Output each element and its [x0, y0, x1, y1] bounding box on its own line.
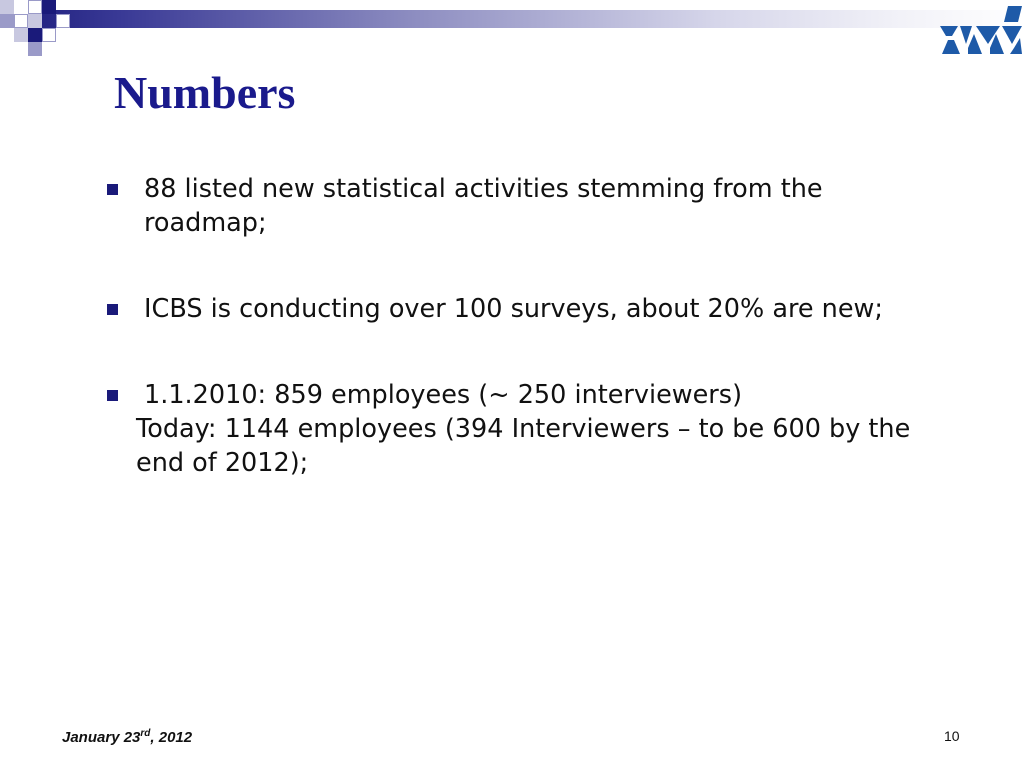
bullet-text: 88 listed new statistical activities stemming from the roadmap; [144, 174, 823, 238]
page-number: 10 [944, 728, 960, 744]
bullet-text: ICBS is conducting over 100 surveys, about 20% are new; [144, 294, 883, 324]
bullet-item [104, 378, 944, 480]
footer-date [62, 728, 192, 746]
bullet-list [104, 172, 944, 480]
organization-logo-icon [938, 4, 1024, 56]
footer-date-main: January 23 [62, 729, 141, 746]
bullet-item [104, 172, 944, 240]
footer-date-year: , 2012 [150, 729, 193, 746]
footer-date-suffix: rd [140, 728, 151, 739]
square-bullet-icon [107, 390, 118, 401]
bullet-item [104, 292, 944, 326]
bullet-continuation-text: Today: 1144 employees (394 Interviewers – to be 600 by the end of 2012); [136, 414, 911, 478]
header-gradient-band [0, 10, 1024, 28]
square-bullet-icon [107, 184, 118, 195]
slide-title: Numbers [114, 67, 296, 118]
square-bullet-icon [107, 304, 118, 315]
bullet-text: 1.1.2010: 859 employees (~ 250 interviewers) [144, 380, 743, 410]
